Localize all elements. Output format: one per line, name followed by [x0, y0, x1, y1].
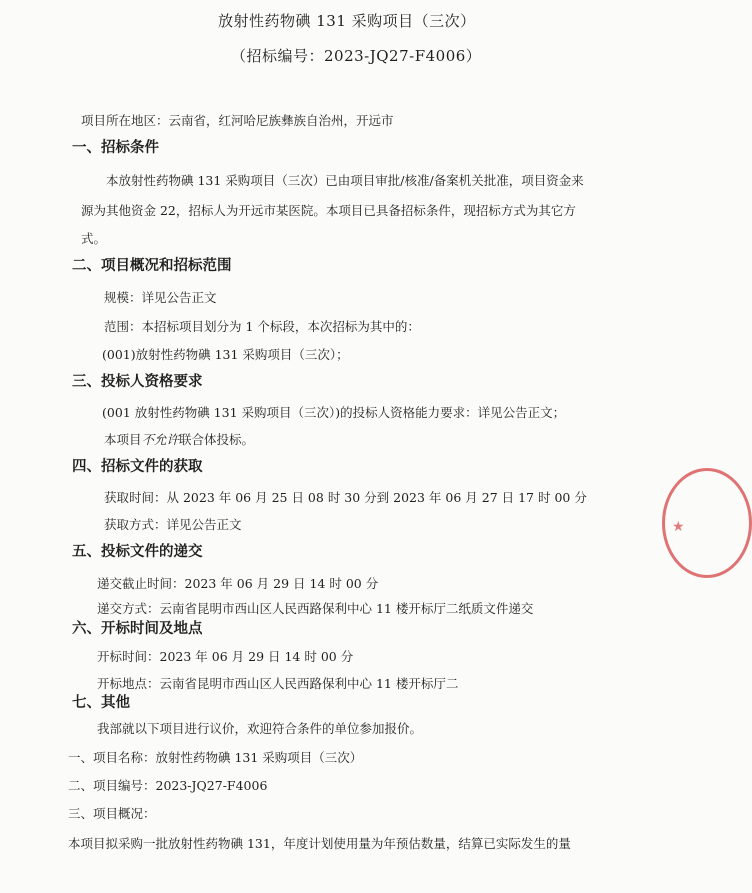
section-heading-2: 二、项目概况和招标范围	[72, 258, 232, 274]
opening-time: 开标时间：2023 年 06 月 29 日 14 时 00 分	[97, 649, 354, 664]
project-lot: (001)放射性药物碘 131 采购项目（三次）；	[102, 347, 349, 362]
consortium-statement	[104, 434, 254, 447]
item-project-number: 二、项目编号：2023-JQ27-F4006	[68, 778, 268, 793]
acquisition-time: 获取时间：从 2023 年 06 月 25 日 08 时 30 分到 2023 年 06 月 27 日 17 时 00 分	[104, 490, 587, 505]
consortium-prefix: 本项目	[104, 432, 142, 447]
project-scale: 规模：详见公告正文	[104, 290, 217, 305]
other-intro: 我部就以下项目进行议价，欢迎符合条件的单位参加报价。	[97, 721, 423, 736]
consortium-not-allowed: 不允许	[141, 432, 180, 447]
item-project-name: 一、项目名称：放射性药物碘 131 采购项目（三次）	[68, 750, 363, 765]
item-project-overview: 三、项目概况：	[68, 806, 156, 821]
project-scope: 范围：本招标项目划分为 1 个标段，本次招标为其中的：	[104, 319, 420, 334]
section-heading-4: 四、招标文件的获取	[72, 459, 203, 475]
consortium-suffix: 联合体投标。	[179, 432, 255, 447]
document-title: 放射性药物碘 131 采购项目（三次）	[218, 12, 476, 30]
qualification-requirement: (001 放射性药物碘 131 采购项目（三次）)的投标人资格能力要求：详见公告正文；	[102, 405, 566, 420]
submission-method: 递交方式：云南省昆明市西山区人民西路保利中心 11 楼开标厅二纸质文件递交	[97, 601, 534, 616]
project-region: 项目所在地区：云南省，红河哈尼族彝族自治州，开远市	[81, 113, 394, 128]
section-heading-6: 六、开标时间及地点	[72, 621, 203, 637]
bid-number: （招标编号：2023-JQ27-F4006）	[231, 47, 482, 65]
section-heading-3: 三、投标人资格要求	[72, 374, 203, 390]
section-heading-5: 五、投标文件的递交	[72, 544, 203, 560]
opening-place: 开标地点：云南省昆明市西山区人民西路保利中心 11 楼开标厅二	[97, 676, 459, 691]
section-heading-7: 七、其他	[72, 695, 130, 711]
overview-body: 本项目拟采购一批放射性药物碘 131，年度计划使用量为年预估数量，结算已实际发生的量	[68, 836, 571, 851]
submission-deadline: 递交截止时间：2023 年 06 月 29 日 14 时 00 分	[97, 576, 379, 591]
paragraph-line: 源为其他资金 22，招标人为开远市某医院。本项目已具备招标条件，现招标方式为其它方	[81, 203, 576, 218]
seal-star-icon: ★	[672, 519, 685, 535]
section-heading-1: 一、招标条件	[72, 140, 159, 156]
paragraph-line: 本放射性药物碘 131 采购项目（三次）已由项目审批/核准/备案机关批准，项目资金来	[106, 173, 584, 188]
acquisition-method: 获取方式：详见公告正文	[104, 517, 242, 532]
paragraph-line: 式。	[81, 231, 107, 246]
